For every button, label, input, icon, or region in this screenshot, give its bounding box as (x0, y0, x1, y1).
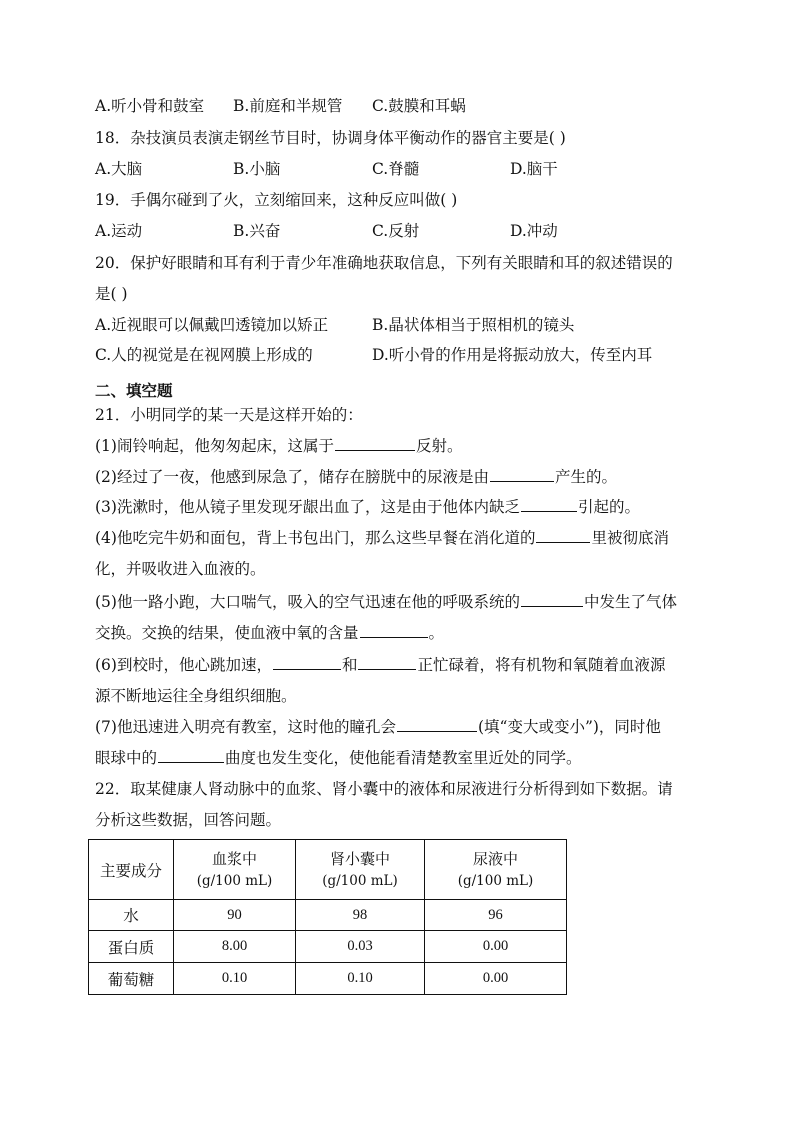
table-cell: 0.00 (425, 931, 567, 963)
header-label: 尿液中 (472, 849, 518, 868)
q21-stem: 21．小明同学的某一天是这样开始的： (95, 406, 363, 424)
answer-blank[interactable] (360, 623, 428, 638)
q21-part3-text: (3)洗漱时，他从镜子里发现牙龈出血了，这是由于他体内缺乏 (95, 498, 520, 516)
answer-blank[interactable] (521, 592, 583, 607)
q20-option-d: D.听小骨的作用是将振动放大，传至内耳 (372, 346, 653, 364)
q21-part7 (95, 717, 705, 737)
table-row (89, 900, 567, 931)
table-header-cell (174, 840, 296, 900)
q21-part5-text-mid: 中发生了气体 (583, 593, 677, 611)
table-cell: 0.10 (296, 963, 425, 995)
table-row (89, 963, 567, 995)
table-cell: 96 (425, 900, 567, 931)
q21-part4-cont: 化，并吸收进入血液的。 (95, 560, 266, 578)
q19-stem: 19．手偶尔碰到了火，立刻缩回来，这种反应叫做( ) (95, 191, 458, 209)
table-cell: 8.00 (174, 931, 296, 963)
q21-part4 (95, 528, 705, 548)
header-unit: (g/100 mL) (196, 872, 273, 889)
q20-option-b: B.晶状体相当于照相机的镜头 (372, 316, 575, 334)
q21-part6-text: (6)到校时，他心跳加速， (95, 656, 272, 674)
q21-part1 (95, 436, 705, 456)
table-cell: 0.00 (425, 963, 567, 995)
q19-option-c: C.反射 (372, 222, 420, 240)
table-header-row (89, 840, 567, 900)
q21-part4-text-end: 里被彻底消 (591, 529, 669, 547)
answer-blank[interactable] (358, 655, 416, 670)
header-unit: (g/100 mL) (457, 872, 534, 889)
table-cell: 水 (89, 900, 174, 931)
q18-option-a: A.大脑 (95, 160, 143, 178)
table-cell: 葡萄糖 (89, 963, 174, 995)
header-label: 血浆中 (211, 849, 257, 868)
answer-blank[interactable] (521, 497, 577, 512)
table-cell: 0.10 (174, 963, 296, 995)
table-header-cell (425, 840, 567, 900)
q22-stem-line1: 22．取某健康人肾动脉中的血浆、肾小囊中的液体和尿液进行分析得到如下数据。请 (95, 780, 673, 798)
answer-blank[interactable] (490, 467, 554, 482)
q21-part4-text: (4)他吃完牛奶和面包，背上书包出门，那么这些早餐在消化道的 (95, 529, 536, 547)
header-unit: (g/100 mL) (322, 872, 398, 889)
q21-part5-text: (5)他一路小跑，大口喘气，吸入的空气迅速在他的呼吸系统的 (95, 593, 520, 611)
q21-part2-text: (2)经过了一夜，他感到尿急了，储存在膀胱中的尿液是由 (95, 468, 489, 486)
q19-option-b: B.兴奋 (233, 222, 281, 240)
q21-part7-text-cont: 眼球中的 (95, 749, 158, 767)
q19-option-a: A.运动 (95, 222, 143, 240)
q21-part7-text-end: 曲度也发生变化，使他能看清楚教室里近处的同学。 (225, 749, 582, 767)
table-header-cell (89, 840, 174, 900)
table-cell: 0.03 (296, 931, 425, 963)
q21-part2 (95, 467, 705, 487)
header-label: 主要成分 (99, 861, 162, 880)
answer-blank[interactable] (397, 717, 477, 732)
q21-part6-text-and: 和 (341, 656, 358, 674)
q21-part6 (95, 655, 705, 675)
q21-part5-cont (95, 623, 705, 643)
q21-part6-text-end: 正忙碌着，将有机物和氧随着血液源 (417, 656, 666, 674)
q17-option-c: C.鼓膜和耳蜗 (372, 97, 466, 115)
q17-option-b: B.前庭和半规管 (233, 97, 343, 115)
q20-stem-line1: 20．保护好眼睛和耳有利于青少年准确地获取信息，下列有关眼睛和耳的叙述错误的 (95, 254, 673, 272)
q21-part7-text: (7)他迅速进入明亮有教室，这时他的瞳孔会 (95, 718, 396, 736)
q21-part6-cont: 源不断地运往全身组织细胞。 (95, 687, 297, 705)
answer-blank[interactable] (273, 655, 341, 670)
q21-part1-text: (1)闹铃响起，他匆匆起床，这属于 (95, 437, 334, 455)
section-title: 二、填空题 (95, 382, 173, 400)
q21-part7-text-hint: (填“变大或变小”)，同时他 (477, 718, 661, 736)
table-row (89, 931, 567, 963)
q20-option-a: A.近视眼可以佩戴凹透镜加以矫正 (95, 316, 329, 334)
q21-part7-cont (95, 748, 705, 768)
q20-stem-line2: 是( ) (95, 285, 128, 303)
q21-part5 (95, 592, 705, 612)
q17-option-a: A.听小骨和鼓室 (95, 97, 205, 115)
table-cell: 90 (174, 900, 296, 931)
answer-blank[interactable] (158, 748, 224, 763)
q21-part5-text-cont: 交换。交换的结果，使血液中氧的含量 (95, 624, 359, 642)
table-header-cell (296, 840, 425, 900)
answer-blank[interactable] (536, 528, 590, 543)
q18-option-d: D.脑干 (510, 160, 558, 178)
table-cell: 98 (296, 900, 425, 931)
q21-part1-text-end: 反射。 (415, 437, 463, 455)
q19-option-d: D.冲动 (510, 222, 558, 240)
q22-stem-line2: 分析这些数据，回答问题。 (95, 811, 282, 829)
q21-part3 (95, 497, 705, 517)
q18-option-b: B.小脑 (233, 160, 281, 178)
answer-blank[interactable] (335, 436, 415, 451)
q21-part2-text-end: 产生的。 (554, 468, 617, 486)
q18-option-c: C.脊髓 (372, 160, 420, 178)
q21-part5-text-end: 。 (428, 624, 445, 642)
data-table (88, 839, 567, 995)
q18-stem: 18．杂技演员表演走钢丝节目时，协调身体平衡动作的器官主要是( ) (95, 129, 566, 147)
header-label: 肾小囊中 (329, 849, 390, 868)
q21-part3-text-end: 引起的。 (577, 498, 640, 516)
q20-option-c: C.人的视觉是在视网膜上形成的 (95, 346, 313, 364)
table-cell: 蛋白质 (89, 931, 174, 963)
